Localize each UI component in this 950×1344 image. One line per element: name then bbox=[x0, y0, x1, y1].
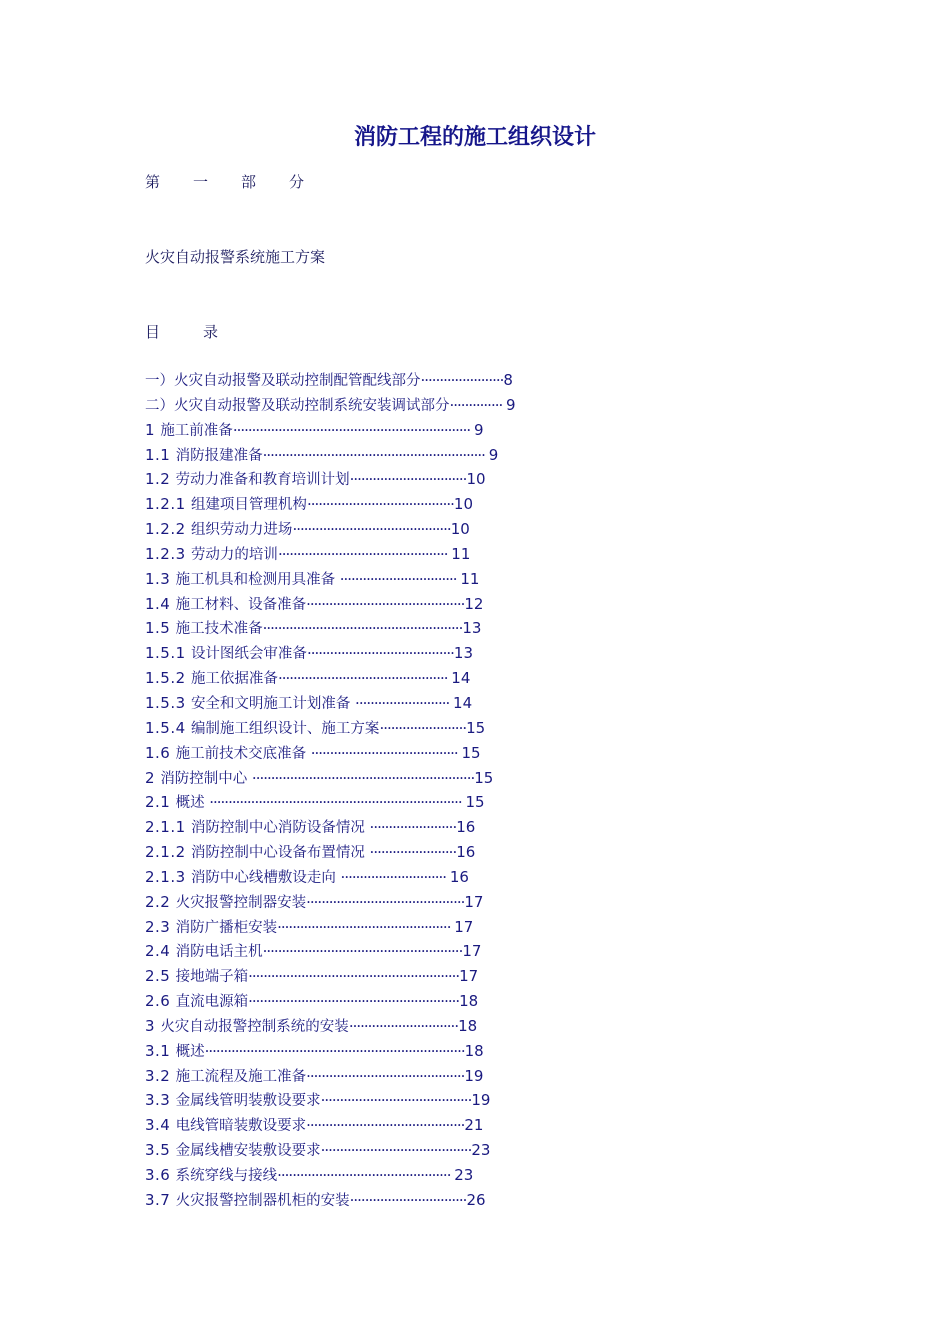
toc-entry-number: 2.2 bbox=[145, 892, 176, 911]
toc-entry-number: 1.5 bbox=[145, 619, 176, 638]
toc-entry-number: 3.4 bbox=[145, 1116, 176, 1135]
toc-entry-page: 17 bbox=[454, 917, 474, 936]
toc-entry-leader: ············································· bbox=[277, 544, 452, 563]
toc-entry-number: 1 bbox=[145, 420, 161, 439]
toc-entry-page: 13 bbox=[462, 619, 482, 638]
toc-entry-title: 消防电话主机 bbox=[175, 944, 263, 961]
toc-entry-page: 8 bbox=[503, 371, 513, 389]
toc-entry-leader: ·········································· bbox=[292, 520, 451, 539]
toc-entry-title: 组建项目管理机构 bbox=[190, 497, 307, 514]
toc-entry-leader: ···························· bbox=[340, 867, 450, 886]
toc-entry-title: 安全和文明施工计划准备 bbox=[190, 695, 356, 712]
toc-entry-page: 12 bbox=[464, 594, 484, 613]
toc-entry-leader: ······················· bbox=[369, 843, 457, 862]
toc-entry[interactable] bbox=[145, 368, 765, 393]
toc-entry-title: 编制施工组织设计、施工方案 bbox=[190, 720, 380, 737]
toc-heading-char: 目 bbox=[145, 323, 161, 341]
toc-entry-title: 施工依据准备 bbox=[190, 671, 278, 688]
toc-entry-page: 15 bbox=[474, 768, 494, 787]
toc-entry-leader: ····································································· bbox=[204, 1041, 465, 1060]
toc-entry[interactable] bbox=[145, 865, 765, 890]
toc-entry-page: 18 bbox=[459, 992, 479, 1011]
part-label bbox=[145, 171, 337, 192]
toc-entry-leader: ····················································· bbox=[262, 942, 463, 961]
toc-entry-number: 1.5.1 bbox=[145, 644, 191, 663]
toc-entry-number: 2.1 bbox=[145, 793, 176, 812]
toc-entry-leader: ·········································· bbox=[306, 594, 465, 613]
toc-entry-number: 3.5 bbox=[145, 1141, 176, 1160]
toc-entry-leader: ······································· bbox=[306, 644, 454, 663]
toc-entry-leader: ··································································· bbox=[209, 793, 466, 812]
toc-entry-page: 13 bbox=[453, 644, 473, 663]
toc-entry-title: 电线管暗装敷设要求 bbox=[175, 1118, 307, 1135]
toc-entry-page: 11 bbox=[451, 544, 471, 563]
toc-entry-leader: ·········································· bbox=[306, 1066, 465, 1085]
toc-entry-leader: ·········································· bbox=[306, 892, 465, 911]
toc-entry-leader: ········································ bbox=[320, 1091, 472, 1110]
toc-entry-number: 1.2.2 bbox=[145, 520, 191, 539]
toc-entry-leader: ··························································· bbox=[251, 768, 475, 787]
part-char: 第 bbox=[145, 173, 161, 191]
toc-entry[interactable] bbox=[145, 716, 765, 741]
toc-entry-page: 9 bbox=[473, 420, 484, 439]
toc-entry-title: 施工前技术交底准备 bbox=[175, 745, 311, 762]
toc-entry-page: 9 bbox=[506, 395, 516, 414]
toc-entry[interactable] bbox=[145, 418, 765, 443]
toc-entry[interactable] bbox=[145, 1039, 765, 1064]
part-char: 分 bbox=[289, 173, 305, 191]
part-char: 一 bbox=[193, 173, 209, 191]
toc-entry-number: 3.1 bbox=[145, 1041, 176, 1060]
toc-entry[interactable] bbox=[145, 964, 765, 989]
toc-entry-page: 11 bbox=[460, 569, 480, 588]
toc-entry-page: 16 bbox=[456, 843, 476, 862]
toc-entry[interactable] bbox=[145, 1163, 765, 1188]
toc-entry[interactable] bbox=[145, 592, 765, 617]
toc-entry-title: 概述 bbox=[175, 795, 210, 812]
toc-entry-number: 1.4 bbox=[145, 594, 176, 613]
toc-entry[interactable] bbox=[145, 393, 765, 418]
toc-entry-page: 16 bbox=[449, 867, 469, 886]
toc-entry-number: 2.1.2 bbox=[145, 843, 191, 862]
toc-entry-page: 14 bbox=[451, 669, 471, 688]
toc-entry-title: 施工流程及施工准备 bbox=[175, 1068, 307, 1085]
toc-entry-title: 二）火灾自动报警及联动控制系统安装调试部分 bbox=[145, 397, 450, 414]
toc-entry-page: 23 bbox=[454, 1166, 474, 1184]
toc-entry-title: 概述 bbox=[175, 1043, 205, 1060]
toc-entry[interactable] bbox=[145, 840, 765, 865]
toc-entry-page: 10 bbox=[453, 495, 473, 514]
toc-entry-number: 1.3 bbox=[145, 569, 176, 588]
toc-entry[interactable] bbox=[145, 691, 765, 716]
toc-entry-title: 金属线槽安装敷设要求 bbox=[175, 1143, 321, 1160]
toc-entry-leader: ······················· bbox=[369, 818, 457, 837]
toc-entry-page: 18 bbox=[458, 1016, 478, 1035]
toc-entry-title: 火灾报警控制器机柜的安装 bbox=[175, 1192, 350, 1209]
toc-entry[interactable] bbox=[145, 467, 765, 492]
toc-entry-title: 消防控制中心 bbox=[160, 770, 252, 787]
toc-entry[interactable] bbox=[145, 890, 765, 915]
toc-entry-title: 金属线管明装敷设要求 bbox=[175, 1093, 321, 1110]
document-title: 消防工程的施工组织设计 bbox=[353, 125, 596, 150]
toc-entry-title: 火灾报警控制器安装 bbox=[175, 894, 307, 911]
toc-entry-page: 16 bbox=[456, 818, 476, 837]
toc-entry-leader: ·············· bbox=[449, 395, 507, 414]
part-char: 部 bbox=[241, 173, 257, 191]
toc-entry-leader: ····························· bbox=[348, 1016, 459, 1035]
toc-entry-title: 施工前准备 bbox=[160, 422, 233, 439]
toc-entry[interactable] bbox=[145, 1088, 765, 1113]
toc-entry-title: 施工机具和检测用具准备 bbox=[175, 571, 340, 588]
toc-entry-page: 17 bbox=[459, 967, 479, 986]
toc-entry[interactable] bbox=[145, 939, 765, 964]
toc-entry-leader: ·········································· bbox=[306, 1116, 465, 1135]
toc-entry-number: 1.5.4 bbox=[145, 718, 191, 737]
toc-entry-leader: ······················· bbox=[379, 718, 467, 737]
toc-entry-page: 14 bbox=[453, 693, 473, 712]
toc-entry-number: 2.4 bbox=[145, 942, 176, 961]
toc-entry-leader: ······································· bbox=[310, 743, 462, 762]
toc-entry[interactable] bbox=[145, 542, 765, 567]
toc-entry-number: 2.1.3 bbox=[145, 867, 191, 886]
toc-entry[interactable] bbox=[145, 815, 765, 840]
toc-entry[interactable] bbox=[145, 1188, 765, 1213]
toc-entry-title: 系统穿线与接线 bbox=[175, 1168, 278, 1184]
toc-entry-title: 设计图纸会审准备 bbox=[190, 646, 307, 663]
toc-entry-number: 1.2.1 bbox=[145, 495, 191, 514]
toc-heading bbox=[145, 321, 261, 342]
toc-entry[interactable] bbox=[145, 666, 765, 691]
toc-entry-page: 19 bbox=[471, 1091, 491, 1110]
toc-entry-number: 1.5.2 bbox=[145, 669, 191, 688]
toc-entry-number: 2.3 bbox=[145, 917, 176, 936]
toc-entry-title: 消防报建准备 bbox=[175, 447, 263, 464]
toc-entry[interactable] bbox=[145, 1064, 765, 1089]
toc-entry-title: 消防控制中心消防设备情况 bbox=[190, 820, 370, 837]
toc-entry-page: 17 bbox=[464, 892, 484, 911]
toc-entry[interactable] bbox=[145, 1138, 765, 1163]
toc-entry[interactable] bbox=[145, 790, 765, 815]
toc-entry-number: 1.1 bbox=[145, 445, 176, 464]
toc-entry-number: 3.3 bbox=[145, 1091, 176, 1110]
toc-entry-leader: ························································ bbox=[248, 992, 460, 1011]
toc-entry-page: 9 bbox=[488, 445, 499, 464]
toc-entry-leader: ······························· bbox=[349, 470, 467, 489]
toc-entry-number: 1.2 bbox=[145, 470, 176, 489]
toc-entry-page: 15 bbox=[465, 793, 485, 812]
toc-entry[interactable] bbox=[145, 741, 765, 766]
toc-entry[interactable] bbox=[145, 1014, 765, 1039]
toc-entry-page: 17 bbox=[462, 942, 482, 961]
toc-entry-leader: ············································· bbox=[277, 669, 452, 688]
toc-entry-page: 23 bbox=[471, 1141, 491, 1160]
toc-entry-leader: ········································ bbox=[320, 1141, 472, 1160]
toc-entry[interactable] bbox=[145, 915, 765, 940]
document-subtitle: 火灾自动报警系统施工方案 bbox=[145, 248, 326, 266]
toc-entry-number: 3.6 bbox=[145, 1166, 176, 1184]
toc-entry-leader: ······························· bbox=[339, 569, 461, 588]
toc-entry[interactable] bbox=[145, 492, 765, 517]
toc-entry[interactable] bbox=[145, 989, 765, 1014]
toc-entry-title: 一）火灾自动报警及联动控制配管配线部分 bbox=[145, 373, 421, 389]
toc-entry[interactable] bbox=[145, 766, 765, 791]
toc-entry-title: 施工技术准备 bbox=[175, 621, 263, 638]
toc-entry-number: 3 bbox=[145, 1016, 161, 1035]
toc-entry-title: 施工材料、设备准备 bbox=[175, 596, 307, 613]
toc-entry-page: 15 bbox=[466, 718, 486, 737]
toc-entry-leader: ························· bbox=[355, 693, 454, 712]
toc-entry-number: 3.7 bbox=[145, 1190, 176, 1209]
toc-entry-number: 2 bbox=[145, 768, 161, 787]
toc-entry-page: 10 bbox=[450, 520, 470, 539]
toc-entry-title: 消防中心线槽敷设走向 bbox=[190, 869, 341, 886]
toc-entry-page: 18 bbox=[464, 1041, 484, 1060]
toc-entry-title: 接地端子箱 bbox=[175, 969, 249, 986]
toc-entry-number: 2.6 bbox=[145, 992, 176, 1011]
toc-entry-page: 21 bbox=[464, 1116, 484, 1135]
toc-entry-number: 1.2.3 bbox=[145, 544, 191, 563]
toc-entry-number: 1.5.3 bbox=[145, 693, 191, 712]
toc-entry-leader: ······························· bbox=[349, 1190, 467, 1209]
toc-entry-number: 2.1.1 bbox=[145, 818, 191, 837]
toc-entry-title: 组织劳动力进场 bbox=[190, 522, 293, 539]
toc-entry-title: 劳动力的培训 bbox=[190, 546, 278, 563]
toc-entry-leader: ······················ bbox=[420, 371, 504, 389]
table-of-contents bbox=[145, 368, 765, 1213]
toc-entry-title: 消防控制中心设备布置情况 bbox=[190, 845, 370, 862]
toc-entry[interactable] bbox=[145, 616, 765, 641]
toc-entry-leader: ··························································· bbox=[262, 445, 489, 464]
toc-entry-leader: ························································ bbox=[248, 967, 460, 986]
toc-entry-leader: ······························································· bbox=[232, 420, 474, 439]
toc-entry-page: 19 bbox=[464, 1066, 484, 1085]
toc-entry[interactable] bbox=[145, 567, 765, 592]
toc-entry-page: 10 bbox=[466, 470, 486, 489]
toc-entry-leader: ·············································· bbox=[277, 917, 455, 936]
toc-entry-leader: ······································· bbox=[306, 495, 454, 514]
toc-entry[interactable] bbox=[145, 641, 765, 666]
toc-entry-number: 1.6 bbox=[145, 743, 176, 762]
toc-entry-page: 26 bbox=[466, 1190, 486, 1209]
toc-entry-leader: ····················································· bbox=[262, 619, 463, 638]
toc-entry-leader: ·············································· bbox=[277, 1166, 455, 1184]
toc-entry-number: 3.2 bbox=[145, 1066, 176, 1085]
toc-entry-page: 15 bbox=[461, 743, 481, 762]
toc-entry-title: 直流电源箱 bbox=[175, 994, 249, 1011]
toc-entry[interactable] bbox=[145, 1113, 765, 1138]
toc-entry-title: 火灾自动报警控制系统的安装 bbox=[160, 1018, 349, 1035]
toc-entry-number: 2.5 bbox=[145, 967, 176, 986]
toc-entry-title: 劳动力准备和教育培训计划 bbox=[175, 472, 350, 489]
toc-entry[interactable] bbox=[145, 443, 765, 468]
toc-entry[interactable] bbox=[145, 517, 765, 542]
toc-entry-title: 消防广播柜安装 bbox=[175, 919, 278, 936]
toc-heading-char: 录 bbox=[203, 323, 219, 341]
